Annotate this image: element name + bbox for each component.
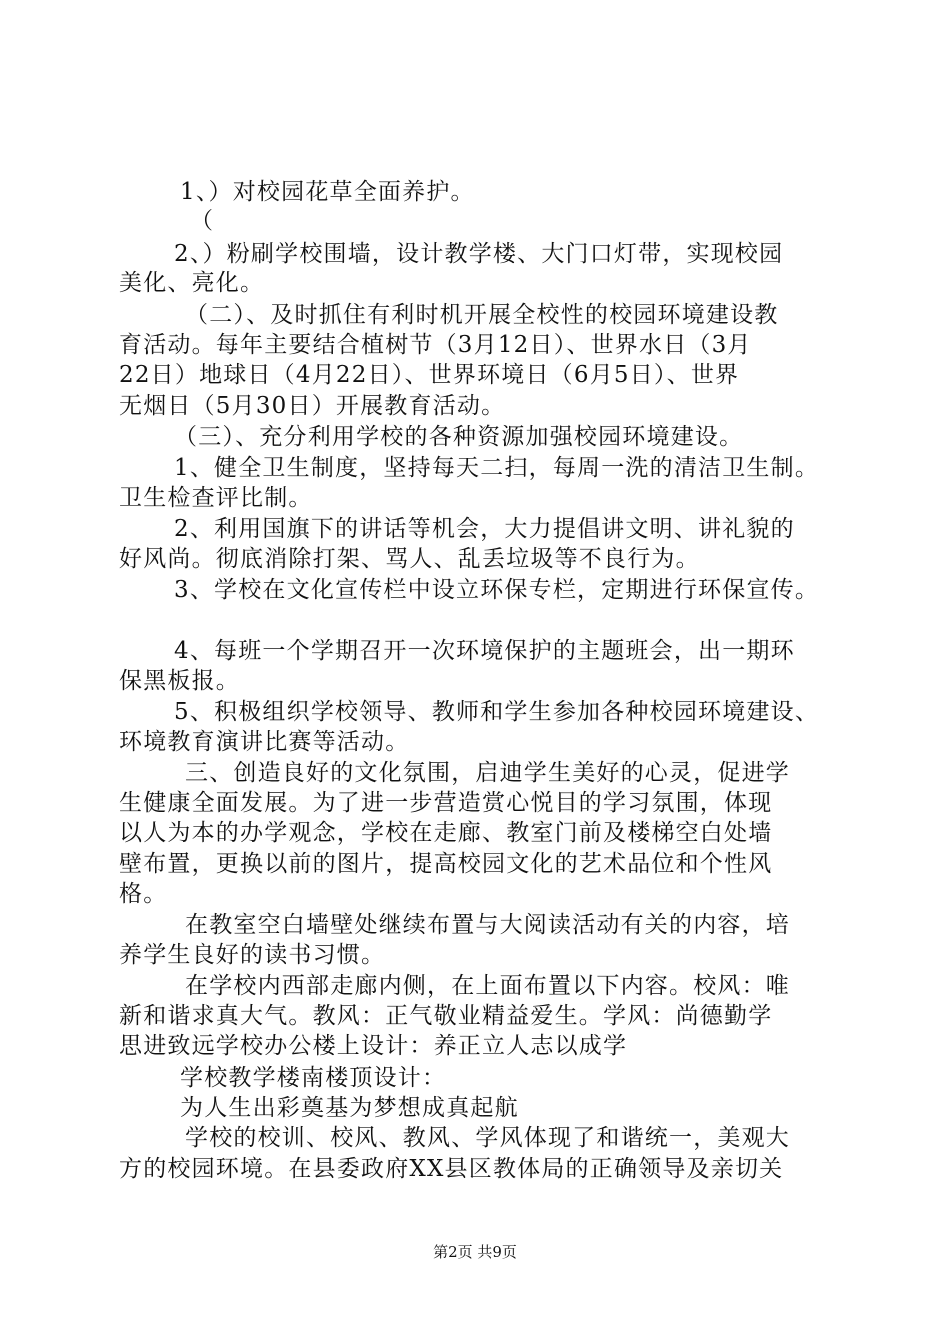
text-line: 格。 — [119, 881, 168, 907]
text-line: 养学生良好的读书习惯。 — [119, 942, 386, 968]
text-line: 环境教育演讲比赛等活动。 — [119, 729, 410, 755]
text-line: 卫生检查评比制。 — [119, 485, 313, 511]
page-footer: 第2页 共9页 — [433, 1243, 517, 1261]
text-line: 方的校园环境。在县委政府XX县区教体局的正确领导及亲切关 — [119, 1156, 784, 1182]
text-line: 3、学校在文化宣传栏中设立环保专栏，定期进行环保宣传。 — [174, 577, 820, 603]
text-line: 思进致远学校办公楼上设计：养正立人志以成学 — [119, 1033, 628, 1059]
text-line: 美化、亮化。 — [119, 270, 265, 296]
text-line: 无烟日（5月30日）开展教育活动。 — [119, 393, 506, 419]
text-line: 保黑板报。 — [119, 668, 240, 694]
text-line: 为人生出彩奠基为梦想成真起航 — [180, 1095, 519, 1121]
text-line: 2、利用国旗下的讲话等机会，大力提倡讲文明、讲礼貌的 — [174, 516, 795, 542]
text-line: 在教室空白墙壁处继续布置与大阅读活动有关的内容，培 — [185, 912, 790, 938]
text-line: 22日）地球日（4月22日）、世界环境日（6月5日）、世界 — [119, 362, 740, 388]
text-line: 4、每班一个学期召开一次环境保护的主题班会，出一期环 — [174, 638, 795, 664]
text-line: 好风尚。彻底消除打架、骂人、乱丢垃圾等不良行为。 — [119, 546, 700, 572]
text-line: 以人为本的办学观念，学校在走廊、教室门前及楼梯空白处墙 — [119, 820, 773, 846]
text-line: 壁布置，更换以前的图片，提高校园文化的艺术品位和个性风 — [119, 851, 773, 877]
text-line: 1、）对校园花草全面养护。 — [180, 179, 475, 205]
text-line: 在学校内西部走廊内侧，在上面布置以下内容。校风：唯 — [185, 973, 790, 999]
text-line: 生健康全面发展。为了进一步营造赏心悦目的学习氛围，体现 — [119, 790, 773, 816]
text-line: （三）、充分利用学校的各种资源加强校园环境建设。 — [174, 424, 744, 450]
text-line: 学校教学楼南楼顶设计： — [180, 1065, 447, 1091]
text-line: 学校的校训、校风、教风、学风体现了和谐统一，美观大 — [185, 1125, 790, 1151]
text-line: 2、）粉刷学校围墙，设计教学楼、大门口灯带，实现校园 — [174, 241, 784, 267]
text-line: 三、创造良好的文化氛围，启迪学生美好的心灵，促进学 — [185, 760, 790, 786]
text-line: （二）、及时抓住有利时机开展全校性的校园环境建设教 — [185, 302, 779, 328]
text-line: 育活动。每年主要结合植树节（3月12日）、世界水日（3月 — [119, 332, 752, 358]
text-line: 新和谐求真大气。教风：正气敬业精益爱生。学风：尚德勤学 — [119, 1003, 773, 1029]
text-line: （ — [190, 208, 215, 234]
text-line: 5、积极组织学校领导、教师和学生参加各种校园环境建设、 — [174, 699, 820, 725]
text-line: 1、健全卫生制度，坚持每天二扫，每周一洗的清洁卫生制。 — [174, 455, 820, 481]
